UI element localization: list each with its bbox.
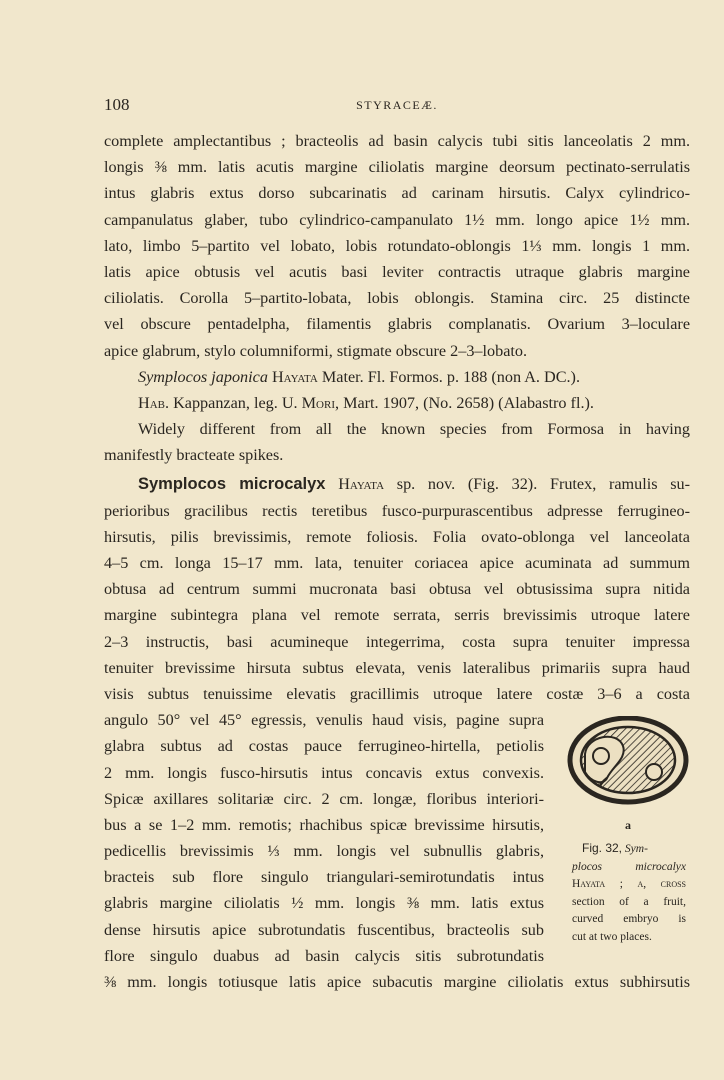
note-line: Widely different from all the known species from Formosa in having	[138, 420, 690, 439]
description-line: flore singulo duabus ad basin calycis sitis subrotundatis	[104, 946, 544, 965]
habitat-line	[104, 390, 690, 416]
caption-line: plocos microcalyx	[572, 860, 686, 873]
habitat-text: Kappanzan, leg. U.	[169, 393, 302, 412]
text-line: latis apice obtusis vel acutis basi leviter contractis utraque glabris margine	[104, 262, 690, 281]
synonym-line	[104, 364, 690, 390]
text-line: lato, limbo 5–partito vel lobato, lobis rotundato-oblongis 1⅓ mm. longis 1 mm.	[104, 236, 690, 255]
description-line: obtusa ad centrum summi mucronata basi obtusa vel obtusissima supra nitida	[104, 580, 690, 599]
text-line: apice glabrum, stylo columniformi, stigmate obscure 2–3–lobato.	[104, 341, 528, 360]
description-line: 2 mm. longis fusco-hirsutis intus concavis extus convexis.	[104, 763, 544, 782]
habitat-label: Hab.	[138, 393, 170, 412]
description-line: visis subtus tenuissime elevatis gracillimis utroque latere costæ 3–6 a costa	[104, 684, 690, 703]
synonym-citation: Mater. Fl. Formos. p. 188 (non A. DC.).	[317, 367, 580, 386]
description-line: pedicellis brevissimis ⅓ mm. longis vel subnullis glabris,	[104, 842, 544, 861]
description-line: perioribus gracilibus rectis teretibus fusco-purpurascentibus adpresse ferrugineo-	[104, 501, 690, 520]
caption-line	[572, 840, 686, 859]
description-line: 2–3 instructis, basi acumineque integerrima, costa supra tenuiter impressa	[104, 632, 690, 651]
description-line: bus a se 1–2 mm. remotis; rhachibus spicæ brevissime hirsutis,	[104, 815, 544, 834]
synonym-name: Symplocos japonica	[138, 367, 268, 386]
note-line: manifestly bracteate spikes.	[104, 446, 284, 465]
habitat-text-end: , Mart. 1907, (No. 2658) (Alabastro fl.).	[334, 393, 594, 412]
description-line: glabra subtus ad costas pauce ferrugineo-hirtella, petiolis	[104, 737, 544, 756]
description-line: glabris margine ciliolatis ½ mm. longis ⅜ mm. latis extus	[104, 894, 544, 913]
description-line: hirsutis, pilis brevissimis, remote foliosis. Folia ovato-oblonga vel lanceolata	[104, 527, 690, 546]
species-intro: sp. nov. (Fig. 32). Frutex, ramulis su-	[384, 475, 690, 494]
habitat-collector: Mori	[301, 393, 335, 412]
text-line: intus glabris extus dorso subcarinatis ad carinam hirsutis. Calyx cylindrico-	[104, 184, 690, 203]
embryo-section-left	[593, 748, 609, 764]
caption-fig-number: Fig. 32,	[582, 841, 623, 855]
figure-caption	[572, 840, 686, 946]
species-name: Symplocos microcalyx	[138, 475, 326, 494]
fruit-cross-section-figure	[567, 716, 689, 806]
text-line: campanulatus glaber, tubo cylindrico-campanulato 1½ mm. longo apice 1½ mm.	[104, 210, 690, 229]
description-line: angulo 50° vel 45° egressis, venulis haud visis, pagine supra	[104, 711, 544, 730]
description-line: 4–5 cm. longa 15–17 mm. lata, tenuiter coriacea apice acuminata ad summum	[104, 554, 690, 572]
embryo-section-right	[646, 764, 662, 780]
text-line: complete amplectantibus ; bracteolis ad basin calycis tubi sitis lanceolatis 2 mm.	[104, 132, 690, 150]
caption-line: section of a fruit,	[572, 895, 686, 908]
caption-line: cut at two places.	[572, 930, 652, 943]
description-line: ⅜ mm. longis totiusque latis apice subacutis margine ciliolatis extus subhirsutis	[104, 973, 690, 991]
caption-line: curved embryo is	[572, 913, 686, 925]
text-line: vel obscure pentadelpha, filamentis glabris complanatis. Ovarium 3–loculare	[104, 315, 690, 334]
running-head: STYRACEÆ.	[356, 98, 438, 112]
description-line: tenuiter brevissime hirsuta subtus elevata, venis lateralibus primariis supra haud	[104, 658, 690, 677]
text-line: longis ⅜ mm. latis acutis margine ciliolatis margine deorsum pectinato-serrulatis	[104, 158, 690, 177]
page-header	[104, 95, 690, 119]
description-line: dense hirsutis apice subrotundatis fuscentibus, bracteolis sub	[104, 920, 544, 939]
species-author: Hayata	[338, 475, 385, 494]
text-line: ciliolatis. Corolla 5–partito-lobata, lobis oblongis. Stamina circ. 25 distincte	[104, 289, 690, 308]
caption-genus: Sym-	[624, 843, 648, 855]
description-line: margine subintegra plana vel remote serrata, serris brevissimis utroque latere	[104, 606, 690, 625]
figure-label: a	[625, 818, 631, 832]
page-number: 108	[104, 95, 130, 114]
caption-line: Hayata ; a, cross	[572, 878, 686, 890]
synonym-author: Hayata	[271, 367, 318, 386]
species-heading-line	[104, 471, 690, 497]
description-line: bracteis sub flore singulo triangulari-semirotundatis intus	[104, 868, 544, 887]
description-line: Spicæ axillares solitariæ circ. 2 cm. longæ, floribus interiori-	[104, 789, 544, 808]
